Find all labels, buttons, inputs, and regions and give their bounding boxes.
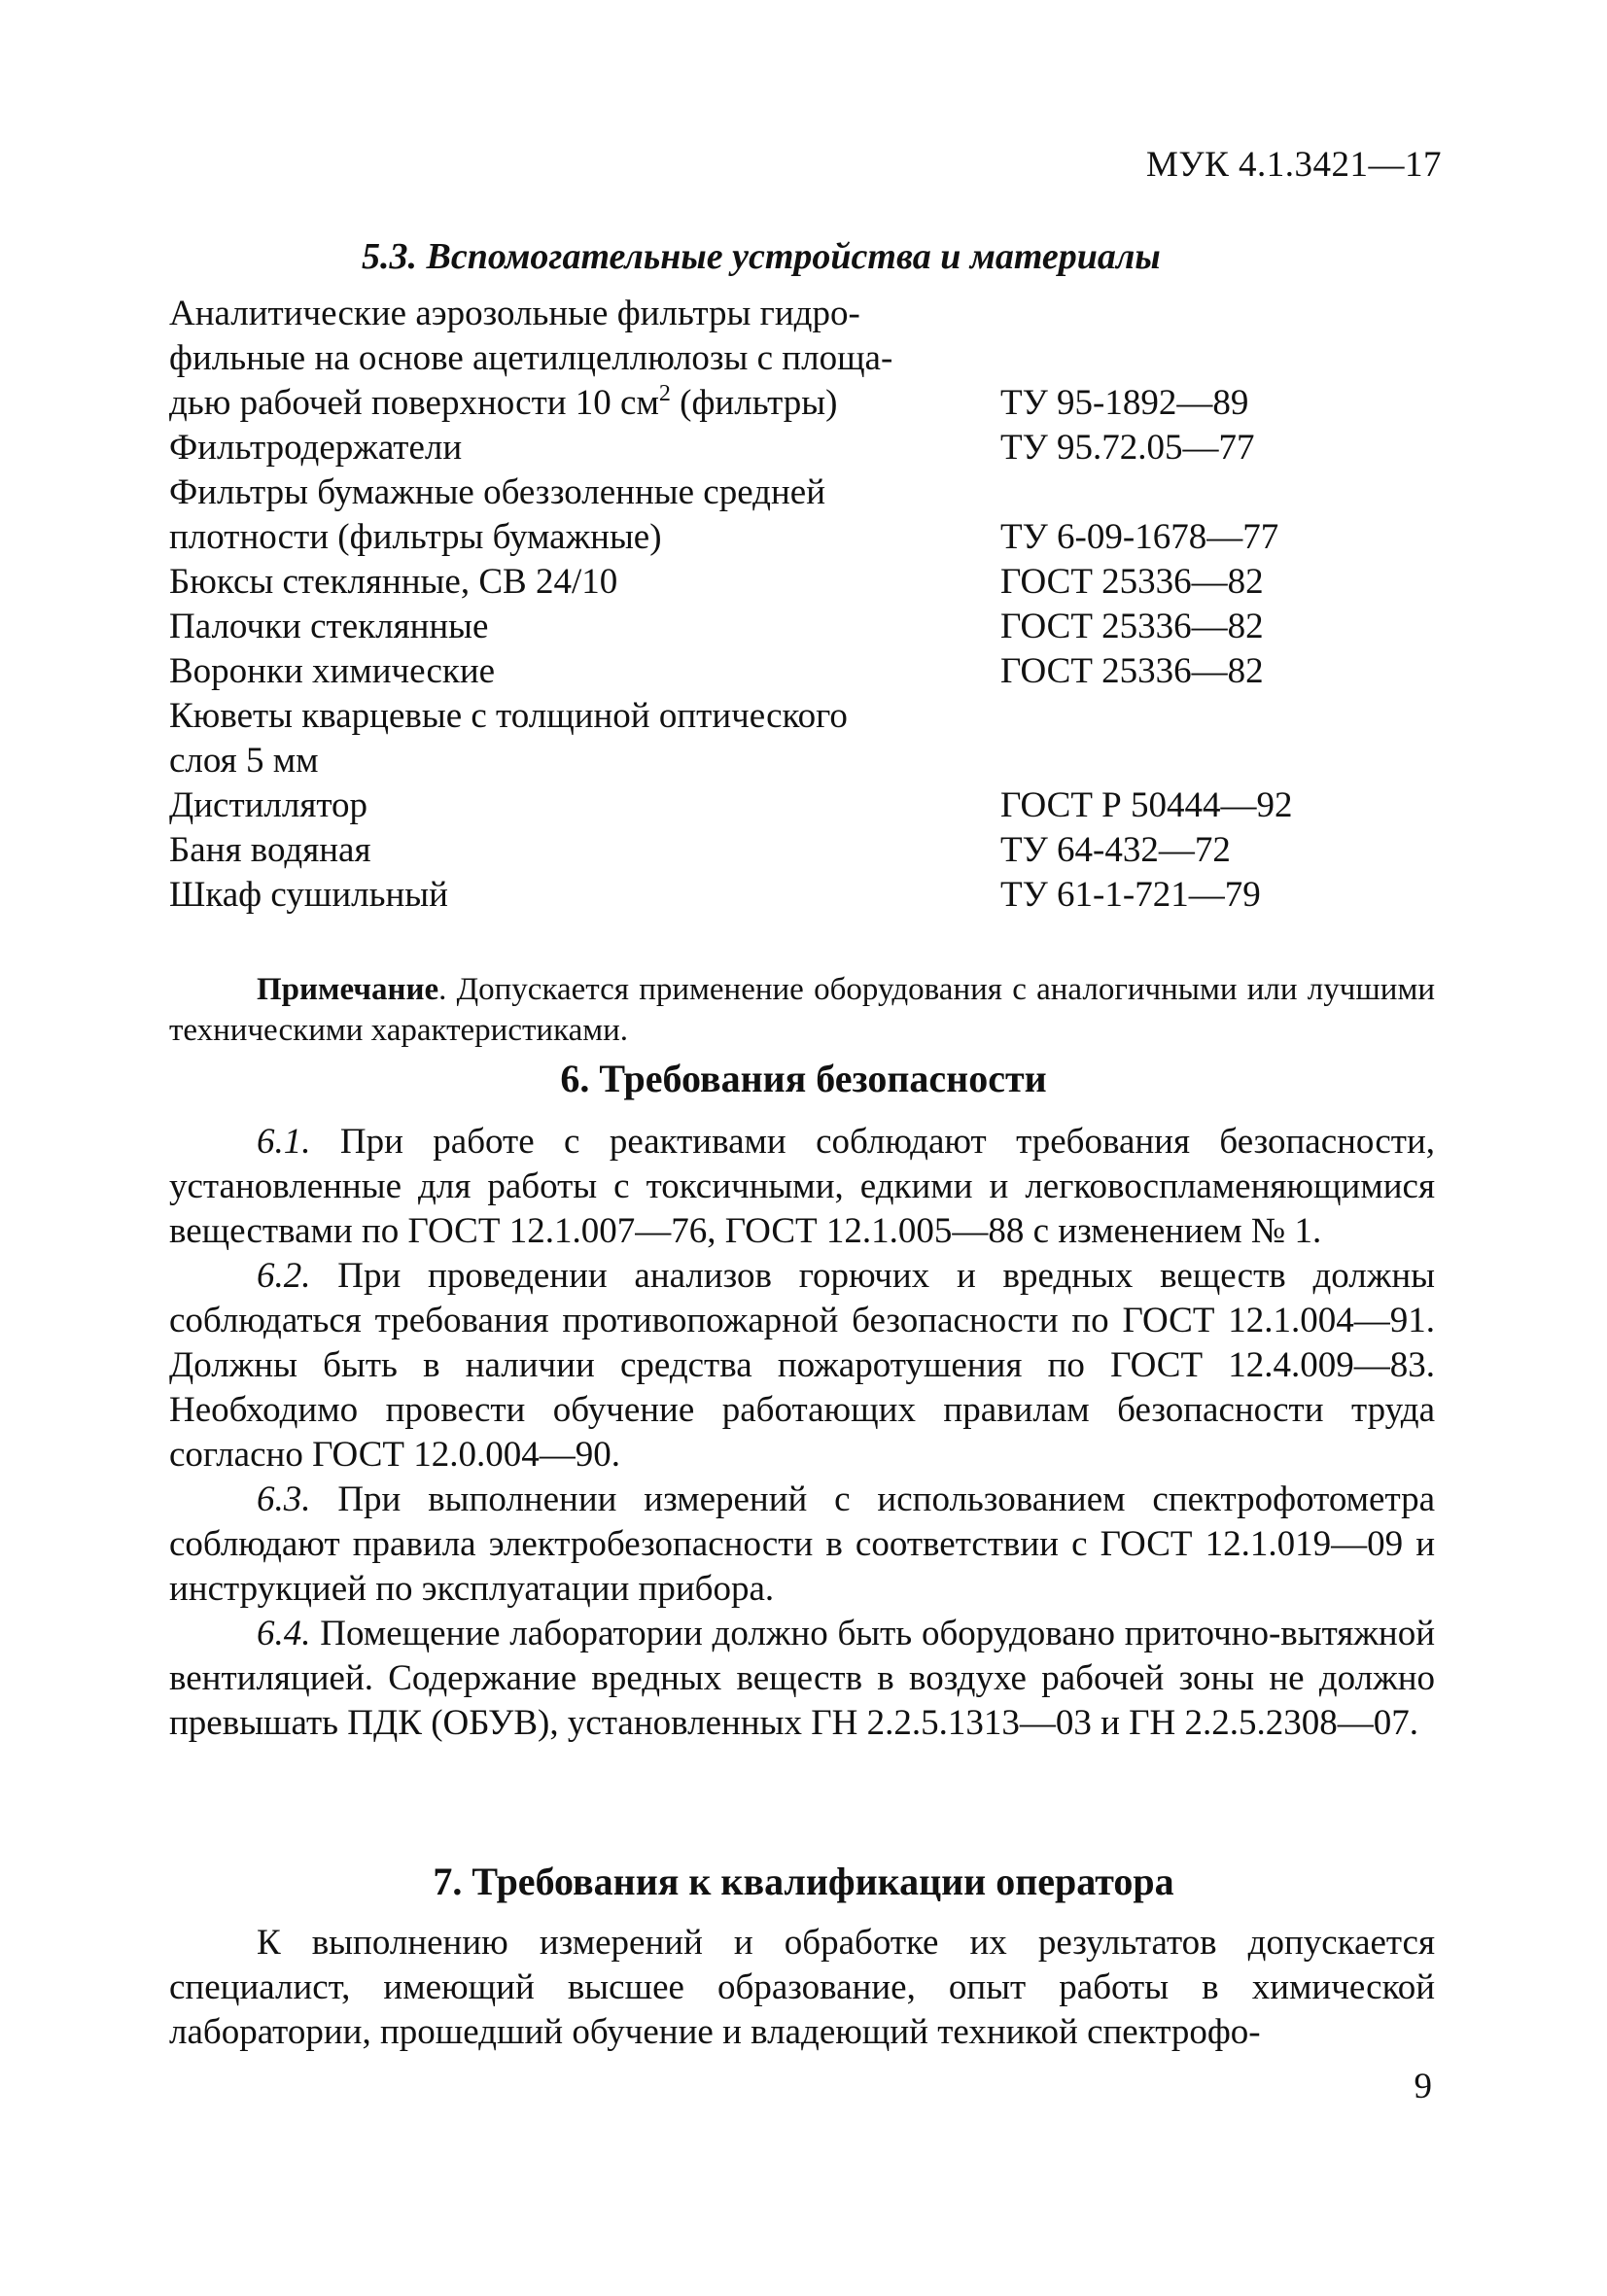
equipment-note	[169, 969, 1435, 1051]
equipment-standard: ТУ 6-09-1678—77	[1000, 517, 1279, 557]
equipment-name-line: Дистиллятор	[169, 785, 368, 825]
document-code: МУК 4.1.3421—17	[1145, 145, 1442, 185]
superscript: 2	[658, 381, 671, 406]
equipment-name-tail: (фильтры)	[670, 383, 838, 423]
equipment-standard: ГОСТ 25336—82	[1000, 651, 1264, 691]
equipment-item	[169, 649, 1443, 694]
note-label: Примечание	[257, 972, 439, 1007]
paragraph-number: 6.1.	[257, 1122, 311, 1162]
section-6-body	[169, 1120, 1435, 1746]
equipment-name-line: Шкаф сушильный	[169, 875, 448, 915]
equipment-standard: ТУ 95-1892—89	[1000, 383, 1249, 423]
equipment-item	[169, 292, 1443, 426]
page-number: 9	[1414, 2067, 1432, 2106]
equipment-name-line: Баня водяная	[169, 830, 371, 870]
equipment-item	[169, 470, 1443, 560]
equipment-name-line: дью рабочей поверхности 10 см	[169, 383, 659, 423]
paragraph-number: 6.4.	[257, 1614, 311, 1653]
section-7-title: 7. Требования к квалификации оператора	[433, 1860, 1174, 1903]
equipment-name-line: Воронки химические	[169, 651, 496, 691]
subsection-title: 5.3. Вспомогательные устройства и материалы	[362, 236, 1161, 277]
equipment-name-line: Аналитические аэрозольные фильтры гидро-	[169, 294, 860, 333]
equipment-standard: ГОСТ 25336—82	[1000, 562, 1264, 602]
paragraph-6-2	[169, 1254, 1435, 1478]
note-text: . Допускается применение оборудования с аналогичными или лучшими техническими характеристиками.	[169, 972, 1435, 1048]
equipment-name-line: Палочки стеклянные	[169, 607, 489, 646]
equipment-standard: ГОСТ Р 50444—92	[1000, 785, 1293, 825]
paragraph-6-4	[169, 1612, 1435, 1746]
equipment-item	[169, 873, 1443, 918]
equipment-item	[169, 694, 1443, 783]
equipment-standard: ТУ 61-1-721—79	[1000, 875, 1261, 915]
equipment-name-line: Фильтры бумажные обеззоленные средней	[169, 472, 826, 512]
equipment-name-line: плотности (фильтры бумажные)	[169, 517, 662, 557]
equipment-name-line: фильные на основе ацетилцеллюлозы с площа-	[169, 338, 893, 378]
equipment-item	[169, 426, 1443, 470]
equipment-standard: ТУ 95.72.05—77	[1000, 428, 1255, 468]
paragraph-6-3	[169, 1478, 1435, 1612]
equipment-item	[169, 560, 1443, 605]
equipment-list	[169, 292, 1443, 918]
paragraph-6-1	[169, 1120, 1435, 1254]
paragraph-number: 6.2.	[257, 1256, 311, 1296]
paragraph-text: При выполнении измерений с использованием спектрофотометра соблюдают правила электробезопасности в соответствии с ГОСТ 12.1.019—09 и инструкцией по эксплуатации прибора.	[169, 1479, 1435, 1609]
section-7-body	[169, 1921, 1435, 2055]
paragraph-text: При работе с реактивами соблюдают требования безопасности, установленные для работы с токсичными, едкими и легковоспламеняющимися веществами по ГОСТ 12.1.007—76, ГОСТ 12.1.005—88 с изменением № 1.	[169, 1122, 1435, 1251]
equipment-item	[169, 783, 1443, 828]
equipment-standard: ТУ 64-432—72	[1000, 830, 1231, 870]
equipment-item	[169, 828, 1443, 873]
equipment-name-line: Бюксы стеклянные, СВ 24/10	[169, 562, 618, 602]
equipment-name-line: слоя 5 мм	[169, 741, 319, 781]
equipment-item	[169, 605, 1443, 649]
equipment-name-line: Кюветы кварцевые с толщиной оптического	[169, 696, 848, 736]
paragraph-text: Помещение лаборатории должно быть оборудовано приточно-вытяжной вентиляцией. Содержание вредных веществ в воздухе рабочей зоны не должно превышать ПДК (ОБУВ), установленных ГН 2.2.5.1313—03 и ГН 2.2.5.2308—07.	[169, 1614, 1435, 1743]
paragraph-text: При проведении анализов горючих и вредных веществ должны соблюдаться требования противопожарной безопасности по ГОСТ 12.1.004—91. Должны быть в наличии средства пожаротушения по ГОСТ 12.4.009—83. Необходимо провести обучение работающих правилам безопасности труда согласно ГОСТ 12.0.004—90.	[169, 1256, 1435, 1475]
paragraph-7: К выполнению измерений и обработке их результатов допускается специалист, имеющий высшее образование, опыт работы в химической лаборатории, прошедший обучение и владеющий техникой спектрофо-	[169, 1923, 1435, 2052]
equipment-standard: ГОСТ 25336—82	[1000, 607, 1264, 646]
paragraph-number: 6.3.	[257, 1479, 311, 1519]
section-6-title: 6. Требования безопасности	[560, 1057, 1047, 1100]
equipment-name-line: Фильтродержатели	[169, 428, 463, 468]
